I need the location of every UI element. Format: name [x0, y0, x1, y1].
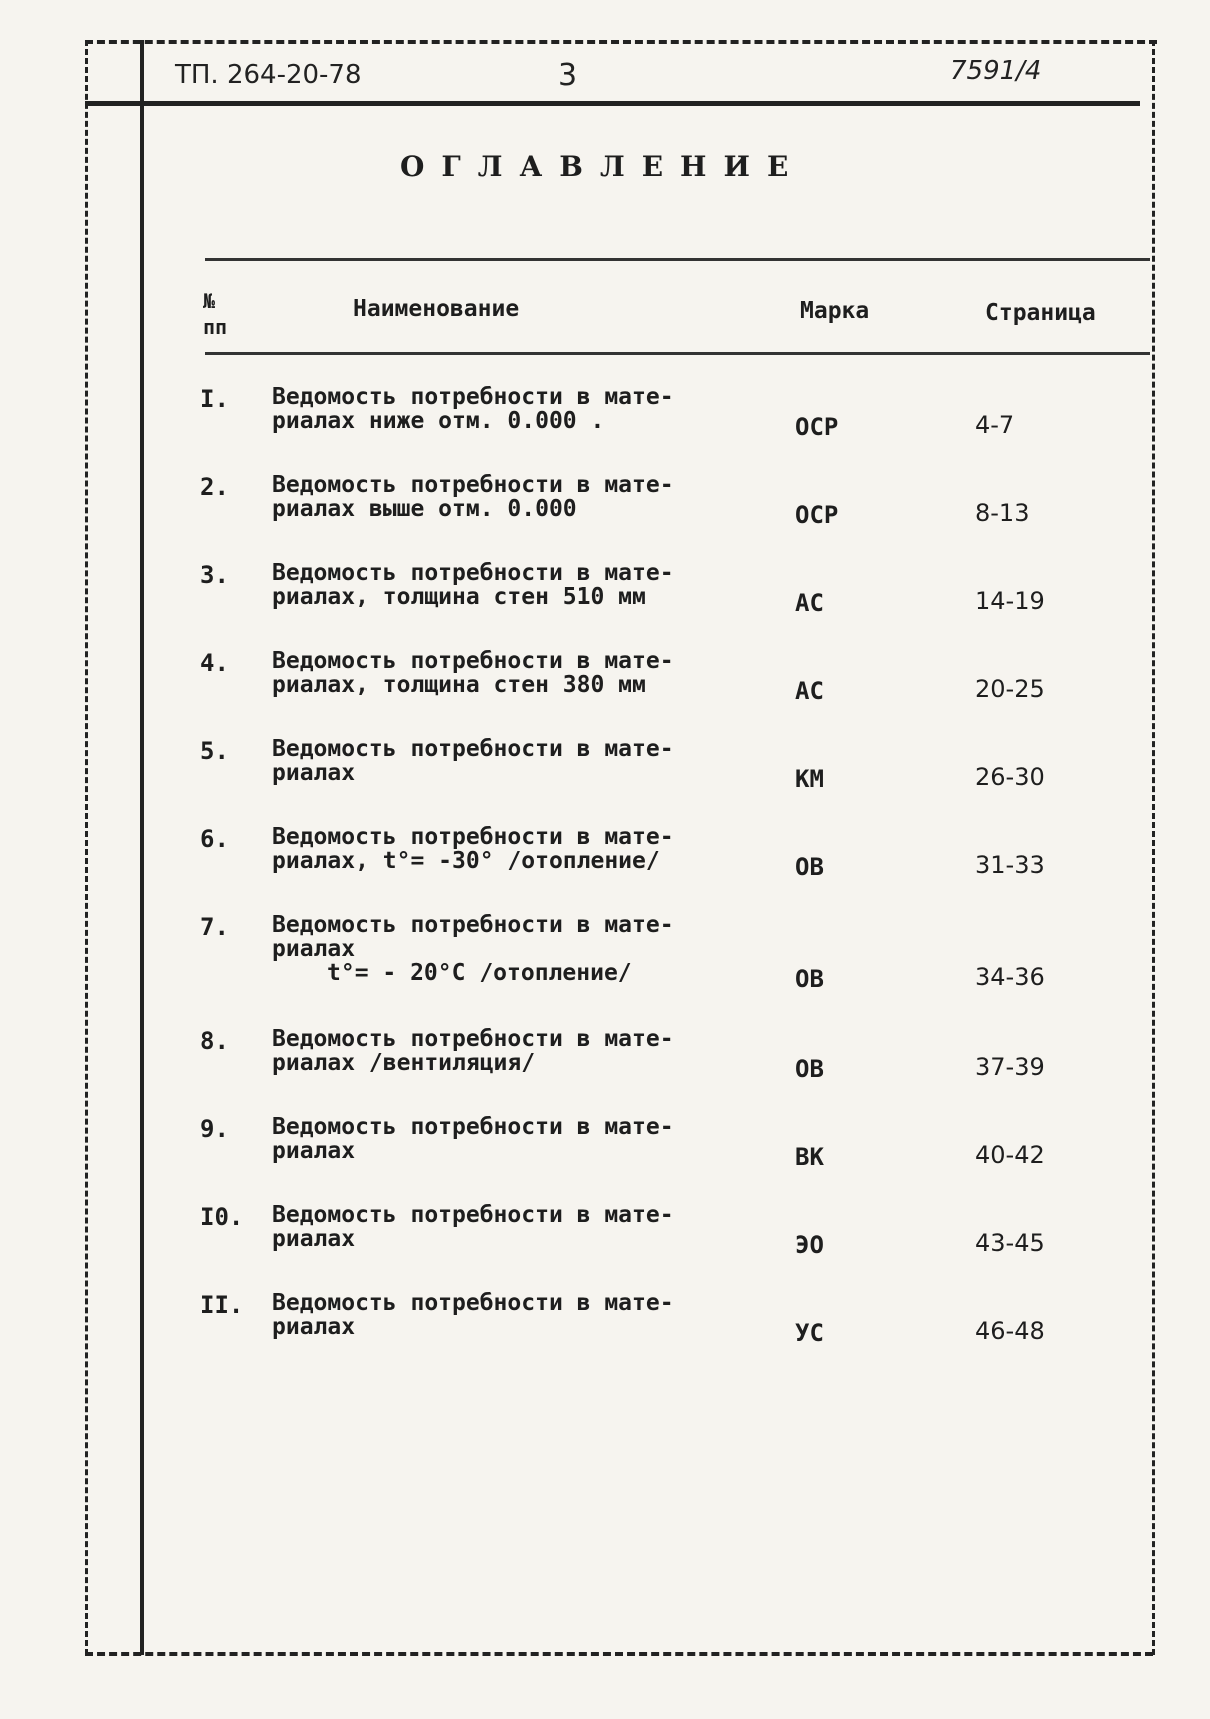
entry-pages: 37-39	[975, 1053, 1045, 1081]
entry-pages: 26-30	[975, 763, 1045, 791]
entry-number: 5.	[200, 737, 229, 765]
entry-pages: 8-13	[975, 499, 1030, 527]
entry-pages: 46-48	[975, 1317, 1045, 1345]
entry-mark: УС	[795, 1319, 824, 1347]
entry-pages: 40-42	[975, 1141, 1045, 1169]
entry-number: 9.	[200, 1115, 229, 1143]
entry-title-line: риалах, толщина стен 510 мм	[272, 584, 646, 610]
entry-pages: 14-19	[975, 587, 1045, 615]
entry-title-line: Ведомость потребности в мате-	[272, 824, 674, 850]
entry-title-line: риалах, толщина стен 380 мм	[272, 672, 646, 698]
entry-title-line: риалах	[272, 1314, 356, 1340]
entry-title-line: риалах /вентиляция/	[272, 1050, 536, 1076]
entry-pages: 4-7	[975, 411, 1015, 439]
entry-number: 3.	[200, 561, 229, 589]
column-header-number-top: №	[203, 289, 216, 313]
entry-pages: 31-33	[975, 851, 1045, 879]
frame-bottom-border	[85, 1652, 1153, 1656]
entry-title-line: Ведомость потребности в мате-	[272, 648, 674, 674]
entry-title-line: риалах выше отм. 0.000	[272, 496, 577, 522]
entry-title-line: Ведомость потребности в мате-	[272, 736, 674, 762]
column-header-number	[203, 288, 227, 340]
entry-title	[272, 1203, 742, 1251]
entry-title-line: Ведомость потребности в мате-	[272, 1114, 674, 1140]
entry-title	[272, 473, 742, 521]
column-header-name: Наименование	[353, 296, 520, 322]
entry-mark: ОВ	[795, 965, 824, 993]
entry-title	[272, 385, 742, 433]
frame-left-border	[85, 40, 88, 1655]
entry-title-line: Ведомость потребности в мате-	[272, 1026, 674, 1052]
entry-pages: 34-36	[975, 963, 1045, 991]
entry-mark: ОВ	[795, 853, 824, 881]
entry-title-line: риалах, t°= -30° /отопление/	[272, 848, 660, 874]
entry-title	[272, 737, 742, 785]
entry-title-line: риалах	[272, 1226, 356, 1252]
entry-mark: КМ	[795, 765, 824, 793]
entry-title	[272, 649, 742, 697]
entry-title-line: риалах ниже отм. 0.000 .	[272, 408, 605, 434]
entry-title-line: Ведомость потребности в мате-	[272, 384, 674, 410]
column-header-page: Страница	[985, 300, 1096, 326]
entry-title	[272, 561, 742, 609]
entry-title-line: Ведомость потребности в мате-	[272, 1202, 674, 1228]
entry-title	[272, 1027, 742, 1075]
entry-number: 2.	[200, 473, 229, 501]
entry-title	[272, 913, 742, 985]
entry-number: I0.	[200, 1203, 244, 1231]
table-header-rule	[205, 352, 1150, 355]
frame-right-border	[1152, 40, 1155, 1655]
entry-title	[272, 825, 742, 873]
document-code: ТП. 264-20-78	[175, 60, 362, 90]
entry-number: I.	[200, 385, 229, 413]
entry-title	[272, 1115, 742, 1163]
header-rule	[85, 101, 1140, 106]
column-header-number-bottom: пп	[203, 315, 228, 339]
entry-title-line: риалах	[272, 936, 356, 962]
page-number: 3	[558, 58, 578, 93]
entry-mark: ОВ	[795, 1055, 824, 1083]
entry-mark: ОСР	[795, 501, 839, 529]
entry-title	[272, 1291, 742, 1339]
entry-title-line: t°= - 20°С /отопление/	[327, 960, 632, 986]
column-header-mark: Марка	[800, 298, 870, 324]
entry-mark: ВК	[795, 1143, 824, 1171]
entry-title-line: Ведомость потребности в мате-	[272, 560, 674, 586]
entry-title-line: Ведомость потребности в мате-	[272, 1290, 674, 1316]
entry-title-line: риалах	[272, 760, 356, 786]
entry-mark: АС	[795, 589, 824, 617]
entry-number: 7.	[200, 913, 229, 941]
entry-title-line: Ведомость потребности в мате-	[272, 912, 674, 938]
inventory-number: 7591/4	[950, 56, 1042, 86]
table-top-rule	[205, 258, 1150, 261]
entry-number: 6.	[200, 825, 229, 853]
entry-number: 4.	[200, 649, 229, 677]
entry-mark: ОСР	[795, 413, 839, 441]
entry-number: 8.	[200, 1027, 229, 1055]
entry-title-line: Ведомость потребности в мате-	[272, 472, 674, 498]
entry-number: II.	[200, 1291, 244, 1319]
page-title: ОГЛАВЛЕНИЕ	[400, 150, 806, 183]
frame-top-border	[85, 40, 1157, 44]
entry-mark: АС	[795, 677, 824, 705]
frame-binding-line	[140, 40, 144, 1655]
entry-pages: 20-25	[975, 675, 1045, 703]
entry-pages: 43-45	[975, 1229, 1045, 1257]
entry-title-line: риалах	[272, 1138, 356, 1164]
entry-mark: ЭО	[795, 1231, 824, 1259]
